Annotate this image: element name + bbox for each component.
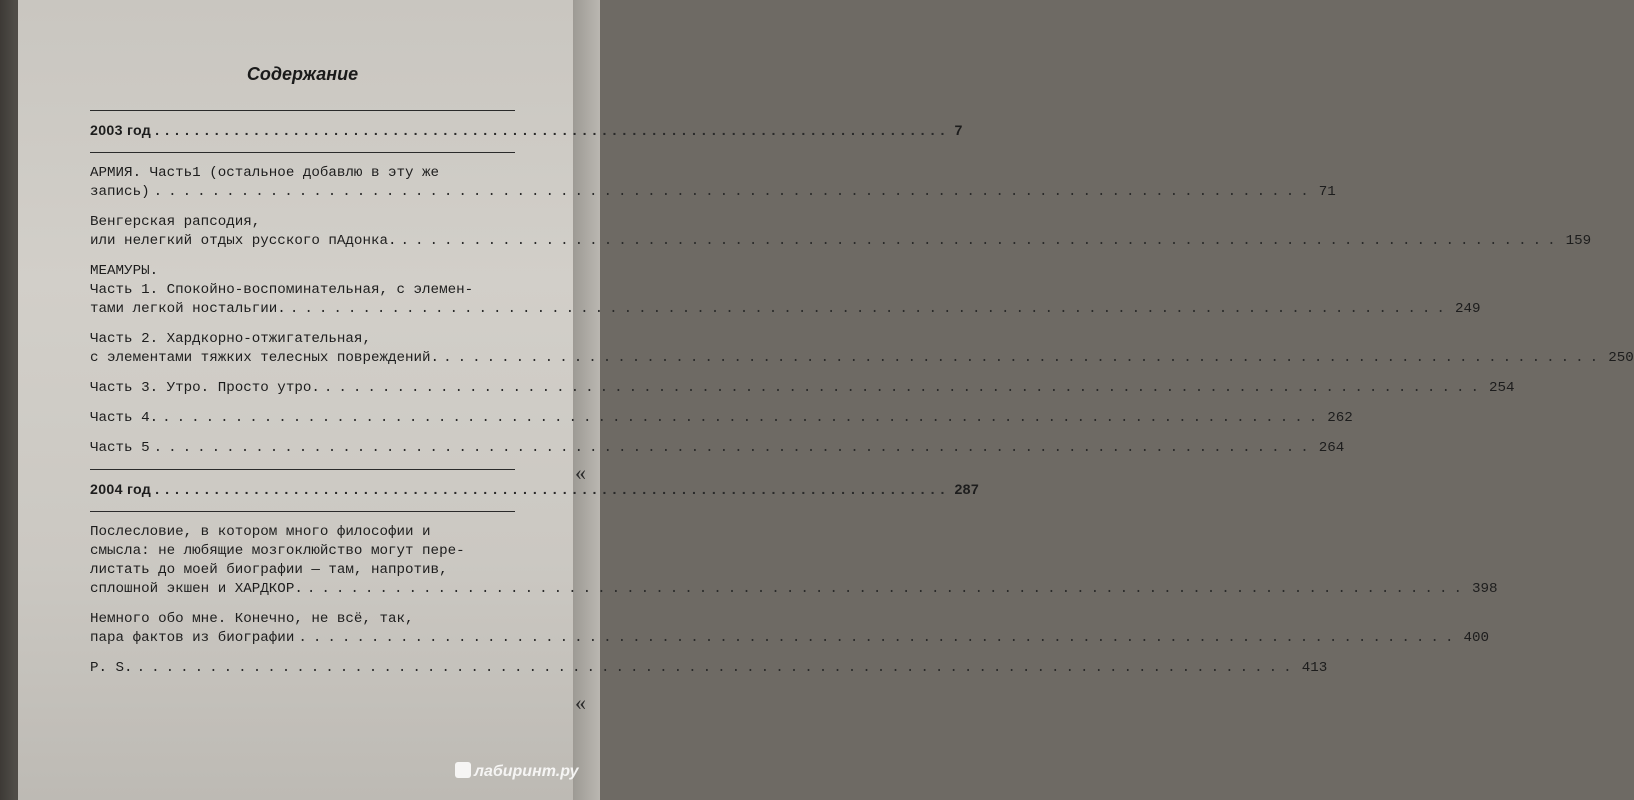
watermark-text: лабиринт.ру: [474, 763, 579, 780]
page-number: 398: [1471, 581, 1498, 597]
section-rule: [90, 110, 515, 111]
toc-entry[interactable]: [90, 610, 1490, 648]
page-number: 249: [1454, 301, 1481, 317]
toc-entry-last-line: [90, 580, 1498, 599]
toc-entry[interactable]: [90, 213, 1592, 251]
toc-entry-text: АРМИЯ. Часть1 (остальное добавлю в эту же: [90, 165, 440, 181]
page-number: 250: [1608, 350, 1634, 366]
toc-entry-last-line: [90, 300, 1481, 319]
toc-entry[interactable]: [90, 164, 1336, 202]
section-rule: [90, 469, 515, 470]
page-number: 400: [1463, 630, 1490, 646]
toc-entry-text: или нелегкий отдых русского пАдонка.: [90, 233, 397, 249]
toc-entry-text: 2004 год: [90, 482, 152, 498]
toc-entry-text: тами легкой ностальгии.: [90, 301, 286, 317]
page-number: 254: [1489, 380, 1515, 396]
toc-entry-text: запись): [90, 184, 150, 200]
page-number: 71: [1318, 184, 1336, 200]
toc-list: [90, 110, 1634, 678]
toc-entry-text: Послесловие, в котором много философии и: [90, 524, 431, 540]
toc-entry-last-line: [90, 349, 1634, 368]
toc-entry-text: 2003 год: [90, 123, 152, 139]
toc-entry[interactable]: [90, 659, 1328, 678]
toc-year-heading[interactable]: [90, 122, 963, 141]
toc-entry-last-line: [90, 232, 1592, 251]
dot-leader: ................................................................................: [155, 123, 951, 139]
toc-entry-text: Часть 1. Спокойно-воспоминательная, с элемен-: [90, 282, 474, 298]
toc-entry[interactable]: [90, 330, 1634, 368]
section-rule: [90, 152, 515, 153]
toc-entry-text: Часть 3. Утро. Просто утро.: [90, 380, 320, 396]
toc-entry-last-line: [90, 379, 1515, 398]
toc-entry[interactable]: [90, 409, 1353, 428]
section-rule: [90, 511, 515, 512]
dot-leader: ................................................................................: [306, 581, 1468, 597]
toc-entry-text: Часть 2. Хардкорно-отжигательная,: [90, 331, 371, 347]
page-number: 159: [1565, 233, 1592, 249]
toc-entry-last-line: [90, 629, 1490, 648]
dot-leader: ................................................................................: [153, 440, 1315, 456]
toc-year-heading[interactable]: [90, 481, 980, 500]
toc-entry[interactable]: [90, 523, 1498, 599]
page-number: 287: [954, 482, 980, 498]
toc-entry-text: P. S.: [90, 660, 133, 676]
toc-entry[interactable]: [90, 379, 1515, 398]
toc-entry-last-line: [90, 481, 980, 500]
page-number: 7: [954, 123, 963, 139]
toc-entry-last-line: [90, 659, 1328, 678]
toc-entry-text: смысла: не любящие мозгоклюйство могут пере-: [90, 543, 465, 559]
toc-entry-text: Венгерская рапсодия,: [90, 214, 261, 230]
page-number: 413: [1301, 660, 1328, 676]
page-number: 264: [1318, 440, 1345, 456]
toc-entry-text: Часть 5: [90, 440, 150, 456]
watermark: [455, 762, 578, 781]
toc-entry-text: МЕАМУРЫ.: [90, 263, 159, 279]
toc-entry-last-line: [90, 439, 1345, 458]
dot-leader: ................................................................................: [400, 233, 1562, 249]
dot-leader: ................................................................................: [289, 301, 1451, 317]
toc-entry[interactable]: [90, 262, 1481, 319]
labirint-logo-icon: [455, 762, 471, 778]
toc-entry-text: с элементами тяжких телесных повреждений.: [90, 350, 440, 366]
toc-entry[interactable]: [90, 439, 1345, 458]
page-title: Содержание: [246, 64, 359, 84]
toc-entry-text: пара фактов из биографии: [90, 630, 295, 646]
toc-entry-last-line: [90, 183, 1336, 202]
dot-leader: ................................................................................: [298, 630, 1460, 646]
dot-leader: ................................................................................: [153, 184, 1315, 200]
dot-leader: ................................................................................: [136, 660, 1298, 676]
toc-entry-text: Немного обо мне. Конечно, не всё, так,: [90, 611, 414, 627]
toc-entry-text: листать до моей биографии — там, напротив,: [90, 562, 448, 578]
toc-entry-text: сплошной экшен и ХАРДКОР.: [90, 581, 303, 597]
dot-leader: ................................................................................: [443, 350, 1605, 366]
page-number: 262: [1327, 410, 1353, 426]
dot-leader: ................................................................................: [155, 482, 951, 498]
toc-entry-last-line: [90, 122, 963, 141]
table-of-contents: [90, 60, 1634, 689]
dot-leader: ................................................................................: [323, 380, 1485, 396]
adjacent-page: « «: [573, 0, 600, 800]
toc-entry-text: Часть 4.: [90, 410, 159, 426]
toc-entry-last-line: [90, 409, 1353, 428]
dot-leader: ................................................................................: [162, 410, 1324, 426]
